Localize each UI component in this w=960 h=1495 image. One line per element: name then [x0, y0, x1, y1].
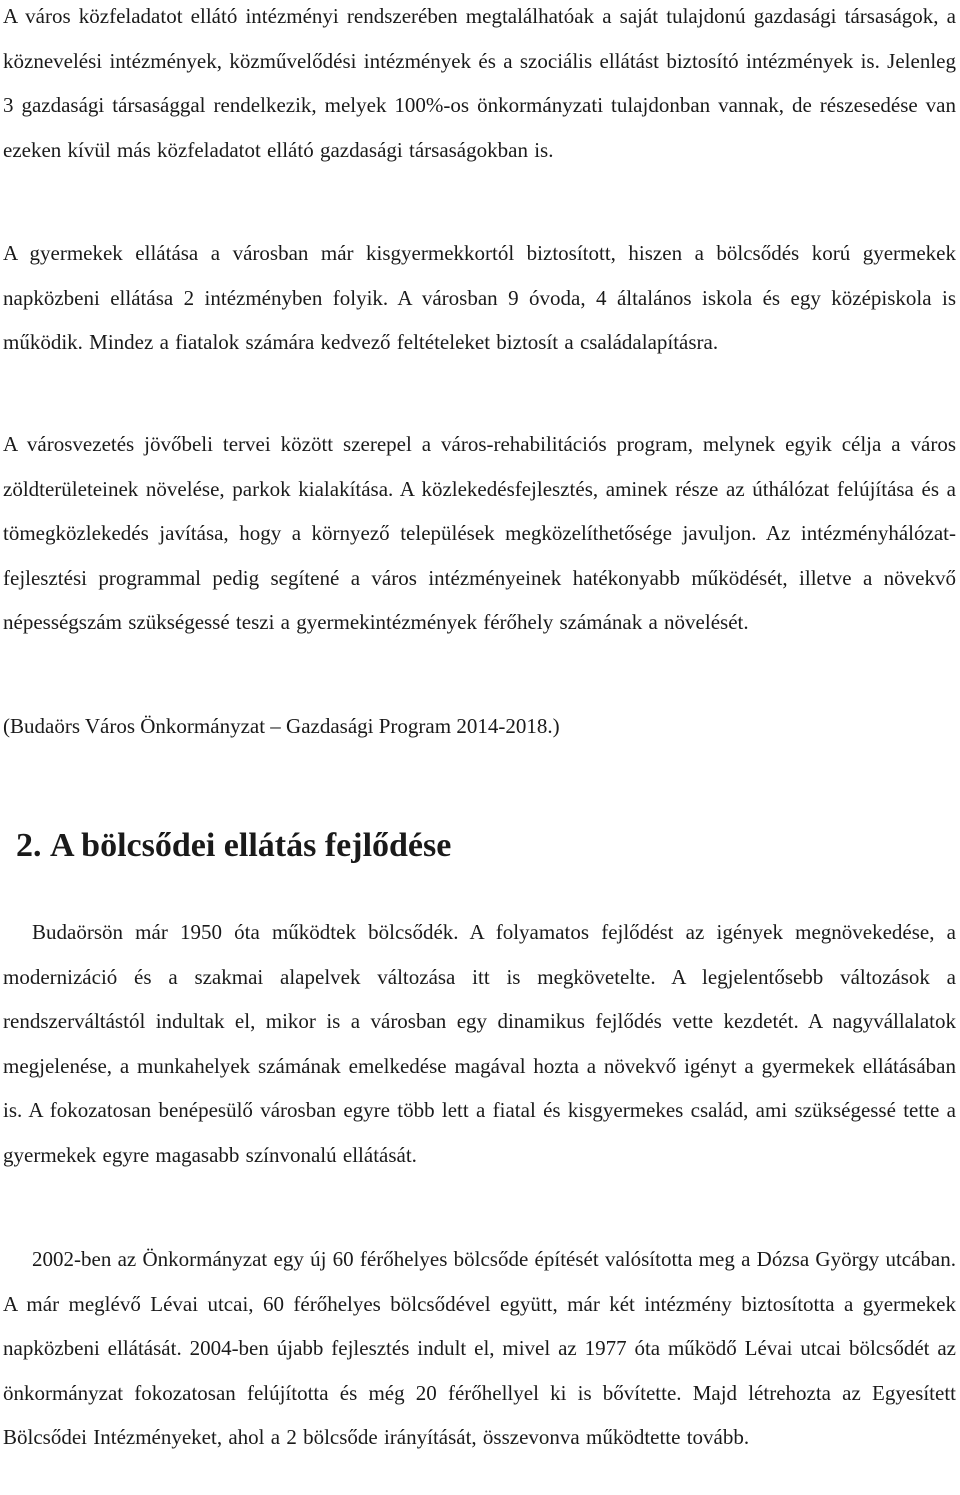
section-heading — [16, 818, 451, 874]
section-paragraph-2: 2002-ben az Önkormányzat egy új 60 férőhelyes bölcsőde építését valósította meg a Dózsa György utcában. A már meglévő Lévai utcai, 60 férőhelyes bölcsődével együtt, már két intézmény biztosította a gyermekek napközbeni ellátását. 2004-ben újabb fejlesztés indult el, mivel az 1977 óta működő Lévai utcai bölcsődét az önkormányzat fokozatosan felújította és még 20 férőhellyel ki is bővítette. Majd létrehozta az Egyesített Bölcsődei Intézményeket, ahol a 2 bölcsőde irányítását, összevonva működtette tovább. — [3, 1247, 956, 1449]
section-paragraph-1: Budaörsön már 1950 óta működtek bölcsődék. A folyamatos fejlődést az igények megnövekedése, a modernizáció és a szakmai alapelvek változása itt is megkövetelte. A legjelentősebb változások a rendszerváltástól indultak el, mikor is a városban egy dinamikus fejlődés vette kezdetét. A nagyvállalatok megjelenése, a munkahelyek számának emelkedése magával hozta a növekvő igényt a gyermekek ellátásában is. A fokozatosan benépesülő városban egyre több lett a fiatal és kisgyermekes család, ami szükségessé tette a gyermekek egyre magasabb színvonalú ellátását. — [3, 920, 956, 1167]
intro-paragraph-2: A gyermekek ellátása a városban már kisgyermekkortól biztosított, hiszen a bölcsődés korú gyermekek napközbeni ellátása 2 intézményben folyik. A városban 9 óvoda, 4 általános iskola és egy középiskola is működik. Mindez a fiatalok számára kedvező feltételeket biztosít a családalapításra. — [3, 241, 956, 354]
section-title: A bölcsődei ellátás fejlődése — [50, 827, 452, 864]
section-number: 2. — [16, 827, 42, 864]
intro-paragraph-3: A városvezetés jövőbeli tervei között szerepel a város-rehabilitációs program, melynek egyik célja a város zöldterületeinek növelése, parkok kialakítása. A közlekedésfejlesztés, aminek része az úthálózat felújítása és a tömegközlekedés javítása, hogy a környező települések megközelíthetősége javuljon. Az intézményhálózat-fejlesztési programmal pedig segítené a város intézményeinek hatékonyabb működését, illetve a növekvő népességszám szükségessé teszi a gyermekintézmények férőhely számának a növelését. — [3, 432, 956, 634]
source-citation: (Budaörs Város Önkormányzat – Gazdasági Program 2014-2018.) — [3, 714, 560, 738]
intro-paragraph-1: A város közfeladatot ellátó intézményi rendszerében megtalálhatóak a saját tulajdonú gazdasági társaságok, a köznevelési intézmények, közművelődési intézmények és a szociális ellátást biztosító intézmények is. Jelenleg 3 gazdasági társasággal rendelkezik, melyek 100%-os önkormányzati tulajdonban vannak, de részesedése van ezeken kívül más közfeladatot ellátó gazdasági társaságokban is. — [3, 4, 956, 162]
